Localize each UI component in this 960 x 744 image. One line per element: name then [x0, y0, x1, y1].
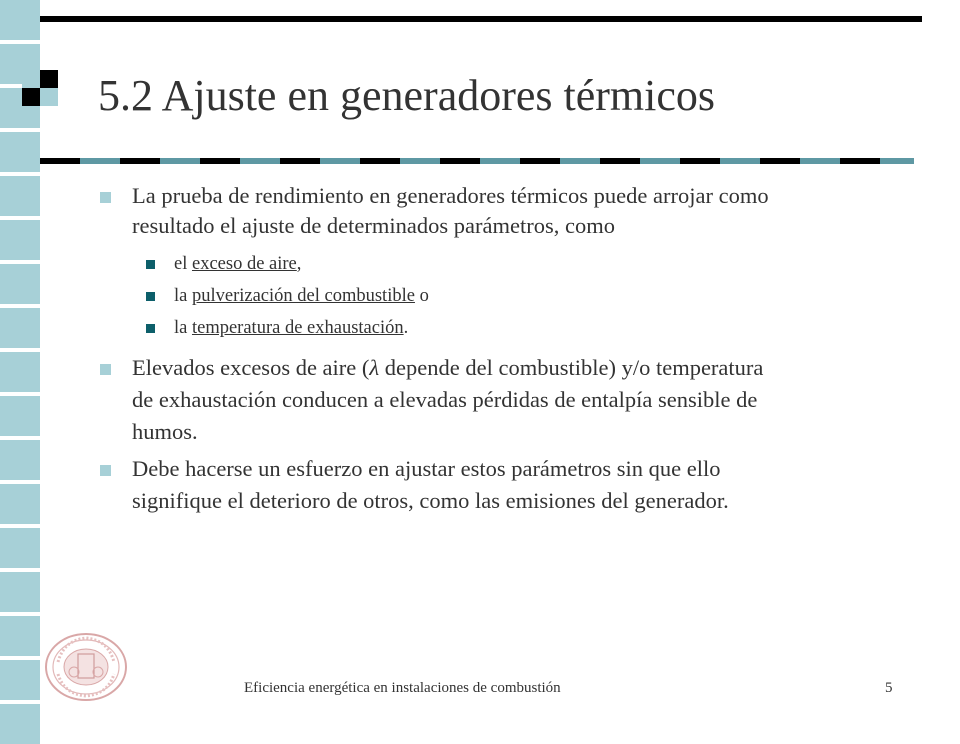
- link-exceso-de-aire[interactable]: exceso de aire: [191, 254, 297, 274]
- title-decoration-icon: [22, 70, 58, 106]
- sub-bullet-prefix: la: [174, 318, 192, 338]
- bullet-2-text-a: Elevados excesos de aire (: [132, 355, 370, 380]
- bullet-1-line-1: La prueba de rendimiento en generadores térmicos puede arrojar como: [132, 183, 769, 208]
- lambda-symbol: λ: [369, 355, 380, 380]
- sub-bullet-temperatura: [174, 316, 408, 340]
- sub-bullet-suffix: o: [414, 286, 429, 306]
- bullet-2-text-b: depende del combustible) y/o temperatura: [379, 355, 764, 380]
- sub-bullet-marker: [146, 324, 155, 333]
- sub-bullet-pulverizacion: [174, 284, 429, 308]
- sub-bullet-prefix: el: [174, 254, 192, 274]
- title-underline-rule: [40, 158, 914, 164]
- sub-bullet-exceso-de-aire: [174, 252, 301, 276]
- sub-bullet-suffix: .: [403, 318, 409, 338]
- sub-bullet-marker: [146, 292, 155, 301]
- bullet-3-line-2: signifique el deterioro de otros, como las emisiones del generador.: [132, 488, 729, 513]
- bullet-marker: [100, 192, 111, 203]
- bullet-2-line-1: [132, 353, 763, 383]
- link-temperatura-de-exhaustacion[interactable]: temperatura de exhaustación: [191, 318, 404, 338]
- bullet-2-line-2: de exhaustación conducen a elevadas pérdidas de entalpía sensible de: [132, 387, 758, 412]
- bullet-1-line-2: resultado el ajuste de determinados parámetros, como: [132, 213, 615, 238]
- top-rule: [40, 16, 922, 22]
- page-title: 5.2 Ajuste en generadores térmicos: [98, 71, 716, 120]
- sub-bullet-marker: [146, 260, 155, 269]
- bullet-marker: [100, 465, 111, 476]
- page-number: 5: [885, 680, 893, 696]
- bullet-3-line-1: Debe hacerse un esfuerzo en ajustar estos parámetros sin que ello: [132, 456, 721, 481]
- footer-text: Eficiencia energética en instalaciones de combustión: [244, 680, 561, 696]
- university-seal-icon: [44, 632, 128, 702]
- bullet-marker: [100, 364, 111, 375]
- sub-bullet-prefix: la: [174, 286, 192, 306]
- sub-bullet-suffix: ,: [296, 254, 302, 274]
- left-decorative-stripe: [0, 0, 40, 720]
- link-pulverizacion-del-combustible[interactable]: pulverización del combustible: [191, 286, 415, 306]
- bullet-2-line-3: humos.: [132, 419, 198, 444]
